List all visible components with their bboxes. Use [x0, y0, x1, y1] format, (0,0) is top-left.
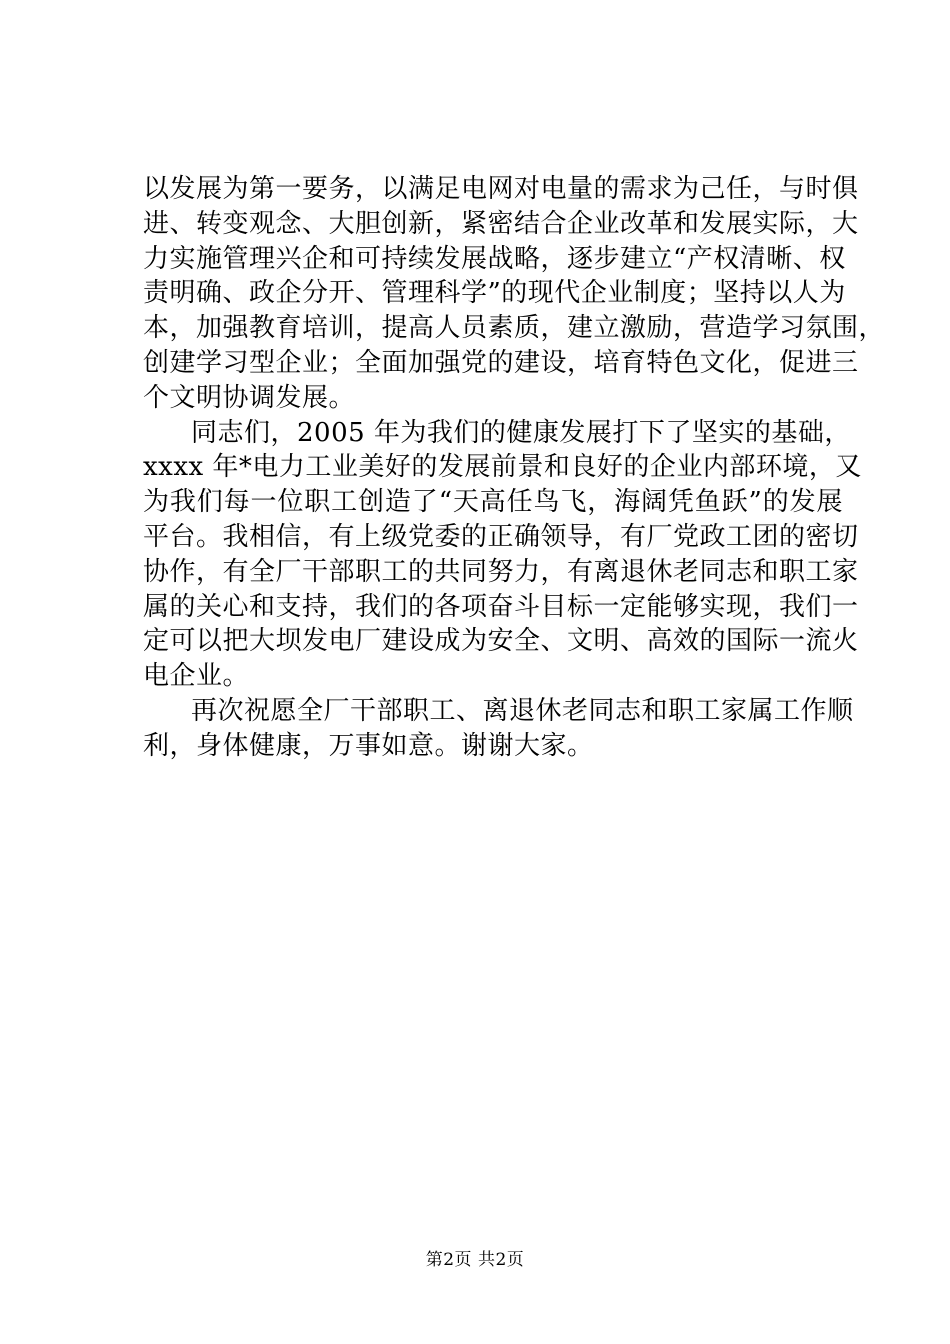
text-line: 力实施管理兴企和可持续发展战略，逐步建立“产权清晰、权 [143, 243, 846, 274]
text-line: 个文明协调发展。 [143, 382, 356, 413]
text-line: 电企业。 [143, 661, 250, 692]
text-line: 属的关心和支持，我们的各项奋斗目标一定能够实现，我们一 [143, 591, 859, 622]
text-line-indented: 再次祝愿全厂干部职工、离退休老同志和职工家属工作顺 [191, 695, 854, 726]
text-line: 责明确、政企分开、管理科学”的现代企业制度；坚持以人为 [143, 278, 846, 309]
text-line: 定可以把大坝发电厂建设成为安全、文明、高效的国际一流火 [143, 626, 859, 657]
text-line: xxxx 年*电力工业美好的发展前景和良好的企业内部环境，又 [143, 452, 862, 483]
text-line: 平台。我相信，有上级党委的正确领导，有厂党政工团的密切 [143, 521, 859, 552]
text-line: 创建学习型企业；全面加强党的建设，培育特色文化，促进三 [143, 347, 859, 378]
text-line: 以发展为第一要务，以满足电网对电量的需求为己任，与时俱 [143, 174, 859, 204]
text-line: 本，加强教育培训，提高人员素质，建立激励，营造学习氛围， [143, 313, 886, 344]
page-number-footer: 第2页 共2页 [425, 1250, 525, 1270]
document-body [143, 172, 886, 764]
text-line: 利，身体健康，万事如意。谢谢大家。 [143, 730, 594, 761]
text-line-indented: 同志们，2005 年为我们的健康发展打下了坚实的基础， [191, 417, 851, 448]
text-line: 进、转变观念、大胆创新，紧密结合企业改革和发展实际，大 [143, 208, 859, 239]
text-line: 为我们每一位职工创造了“天高任鸟飞，海阔凭鱼跃”的发展 [143, 487, 843, 518]
text-line: 协作，有全厂干部职工的共同努力，有离退休老同志和职工家 [143, 556, 859, 587]
